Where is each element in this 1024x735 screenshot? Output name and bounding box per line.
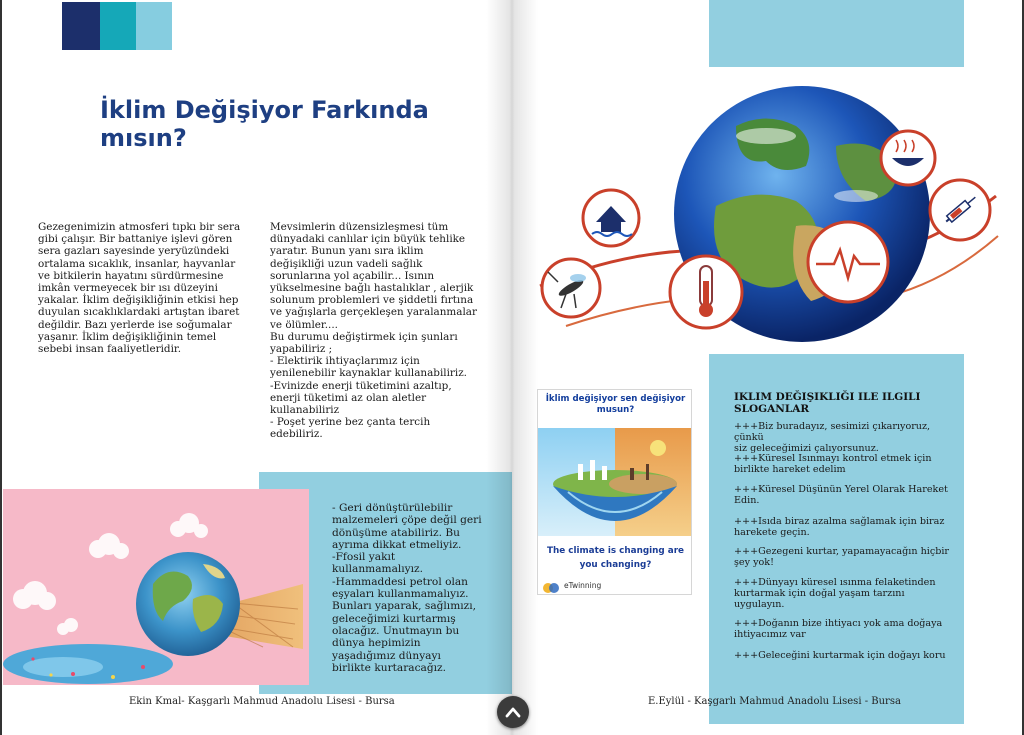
etwinning-logo-text: eTwinning — [564, 581, 602, 590]
flood-house-icon — [583, 190, 639, 246]
article-column-3: - Geri dönüştürülebilir malzemeleri çöpe değil geri dönüşüme atabiliriz. Bu ayrıma dikkat etmeliyiz. -Ffosil yakıt kullanmamalıyız. -Hammaddesi petrol olan eşyaları kullanmamalıyız. Bunları yaparak, sağlımızı, geleceğimizi kurtarmış olacağız. Unutmayın bu dünya hepimizin yaşadığımız dünyayı birlikte kurtaracağız. — [332, 502, 482, 674]
right-footer: E.Eylül - Kaşgarlı Mahmud Anadolu Lisesi - Bursa — [648, 696, 901, 707]
slogan-item: +++Isıda biraz azalma sağlamak için biraz harekete geçin. — [734, 516, 945, 538]
mosquito-icon — [542, 259, 600, 317]
heartbeat-icon — [808, 222, 888, 302]
left-footer: Ekin Kmal- Kaşgarlı Mahmud Anadolu Lisesi - Bursa — [129, 696, 395, 707]
etwinning-logo — [542, 580, 689, 594]
poster-top-text: İklim değişiyor sen değişiyor musun? — [545, 394, 686, 415]
thermometer-icon — [670, 256, 742, 328]
etwinning-logo-icon — [542, 581, 560, 595]
light-blue-square — [136, 2, 172, 50]
poster-bottom-text: The climate is changing are you changing? — [546, 546, 685, 570]
article-column-1: Gezegenimizin atmosferi tıpkı bir sera gibi çalışır. Bir battaniye işlevi gören sera gazları sayesinde yeryüzündeki ortalama sıcaklık, insanlar, hayvanlar ve bitkilerin hayatını sürdürmesine imkân vermeyecek bir ısı düzeyini yakalar. İklim değişikliğinin etkisi hep duyulan sıcaklıklardaki artıştan ibaret değildir. Bazı yerlerde ise soğumalar yaşanır. İklim değişikliğinin temel sebebi insan faaliyetleridir. — [38, 221, 241, 356]
poster-split-earth-illustration — [538, 428, 692, 536]
chevron-up-icon — [505, 705, 521, 719]
slogan-item: +++Geleceğini kurtarmak için doğayı koru — [734, 650, 946, 661]
right-top-light-blue-block — [709, 0, 964, 67]
food-bowl-icon — [881, 131, 935, 185]
scroll-up-button[interactable] — [497, 696, 529, 728]
slogans-heading: IKLIM DEĞIŞIKLIĞI ILE ILGILI SLOGANLAR — [734, 391, 921, 415]
syringe-icon — [930, 180, 990, 240]
melting-earth-icecream-illustration — [3, 489, 309, 685]
teal-square — [100, 2, 136, 50]
left-edge — [0, 0, 2, 735]
slogan-item: +++Biz buradayız, sesimizi çıkarıyoruz, çünkü siz geleceğimizi çalıyorsunuz. — [734, 421, 931, 454]
slogan-item: +++Dünyayı küresel ısınma felaketinden kurtarmak için doğal yaşam tarzını uygulayın. — [734, 577, 936, 610]
navy-square — [62, 2, 100, 50]
slogan-item: +++Küresel Isınmayı kontrol etmek için birlikte hareket edelim — [734, 453, 932, 475]
slogan-item: +++Küresel Düşünün Yerel Olarak Hareket Edin. — [734, 484, 948, 506]
page-title: İklim Değişiyor Farkında mısın? — [100, 96, 429, 152]
slogan-item: +++Gezegeni kurtar, yapamayacağın hiçbir şey yok! — [734, 546, 949, 568]
article-column-2: Mevsimlerin düzensizleşmesi tüm dünyadaki canlılar için büyük tehlike yaratır. Bunun yanı sıra iklim değişikliği uzun vadeli sağlık sorunlarına yol açabilir... Isının yükselmesine bağlı hastalıklar , alerjik solunum problemleri ve şiddetli fırtına ve yağışlarla gerçekleşen yaralanmalar ve ölümler.... Bu durumu değiştirmek için şunları yapabiliriz ; - Elektirik ihtiyaçlarımız için yenilenebilir kaynaklar kullanabiliriz. -Evinizde enerji tüketimini azaltıp, enerji tüketimi az olan aletler kullanabiliriz - Poşet yerine bez çanta tercih edebiliriz. — [270, 221, 477, 441]
climate-poster — [537, 389, 692, 595]
earth-health-icons-illustration — [536, 86, 1004, 348]
slogan-item: +++Doğanın bize ihtiyacı yok ama doğaya ihtiyacımız var — [734, 618, 943, 640]
